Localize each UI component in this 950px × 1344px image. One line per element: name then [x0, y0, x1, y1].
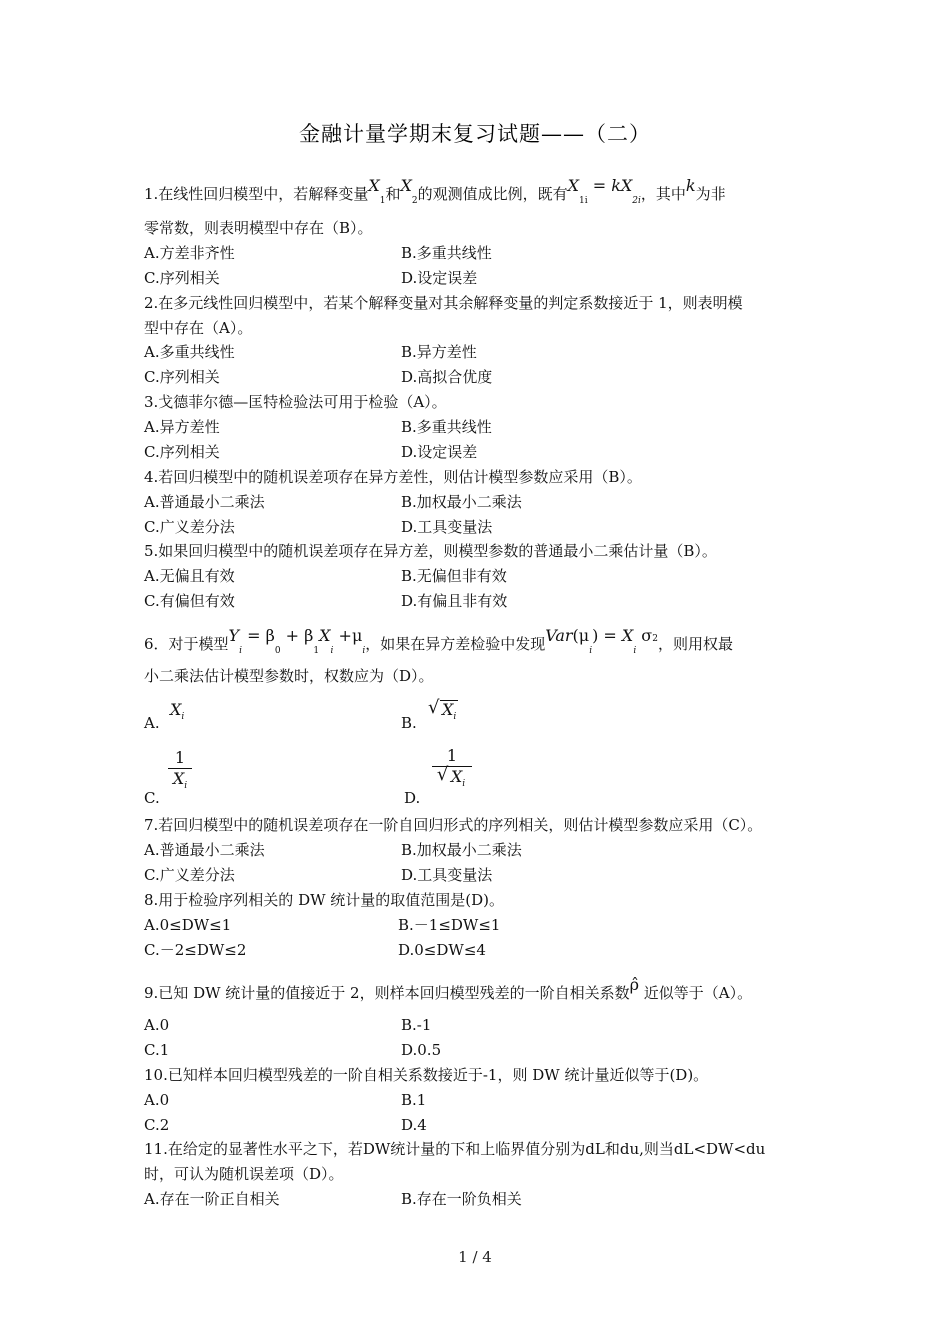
q8-option-c: C.－2≤DW≤2: [144, 941, 247, 959]
q1-option-d: D.设定误差: [401, 269, 478, 287]
q10-option-a: A.0: [144, 1091, 170, 1109]
q7-option-c: C.广义差分法: [144, 866, 235, 884]
question-10-stem: 10.已知样本回归模型残差的一阶自相关系数接近于-1，则 DW 统计量近似等于(D)。: [144, 1066, 709, 1084]
q6-option-c-label: C.: [144, 789, 160, 807]
q9-option-c: C.1: [144, 1041, 170, 1059]
page-number: 1 / 4: [458, 1248, 492, 1266]
q1-option-a: A.方差非齐性: [144, 244, 235, 262]
q8-option-d: D.0≤DW≤4: [398, 941, 486, 959]
rho-hat-symbol: ρ̂: [629, 975, 640, 994]
q5-option-b: B.无偏但非有效: [401, 567, 507, 585]
q3-option-d: D.设定误差: [401, 443, 478, 461]
q9-option-a: A.0: [144, 1016, 170, 1034]
q2-option-d: D.高拟合优度: [401, 368, 493, 386]
question-2-stem-cont: 型中存在（A）。: [144, 319, 253, 337]
q10-option-d: D.4: [401, 1116, 427, 1134]
q9-text-b: 近似等于（A）。: [643, 984, 753, 1002]
q8-option-b: B.－1≤DW≤1: [398, 916, 501, 934]
q5-option-d: D.有偏且非有效: [401, 592, 508, 610]
q6-option-d-label: D.: [404, 789, 421, 807]
question-9-stem: [144, 975, 753, 1003]
q1-text-e: 为非: [695, 185, 726, 203]
question-2-stem: 2.在多元线性回归模型中，若某个解释变量对其余解释变量的判定系数接近于 1，则表明模: [144, 294, 743, 312]
q6-option-c-fraction: 1 $X_i$: [168, 748, 192, 792]
q9-text-a: 9.已知 DW 统计量的值接近于 2，则样本回归模型残差的一阶自相关系数: [144, 984, 630, 1002]
q6-text-b: ，如果在异方差检验中发现: [365, 635, 546, 653]
q6-option-a-label: A.: [144, 714, 160, 732]
question-11-stem: 11.在给定的显著性水平之下，若DW统计量的下和上临界值分别为dL和du,则当dL<DW<du: [144, 1140, 766, 1158]
question-11-stem-cont: 时，可认为随机误差项（D）。: [144, 1165, 344, 1183]
question-5-stem: 5.如果回归模型中的随机误差项存在异方差，则模型参数的普通最小二乘估计量（B）。: [144, 542, 717, 560]
question-6-stem: 6．对于模型$Y_i = \beta_0 + \beta_1X_i +\mu_i$，如果在异方差检验中发现$Var(\mu_i) = X_i$ $\sigma^2$，则用权最: [144, 626, 733, 656]
q1-text-b: 和: [385, 185, 401, 203]
q7-option-b: B.加权最小二乘法: [401, 841, 522, 859]
q11-option-b: B.存在一阶负相关: [401, 1190, 522, 1208]
q6-option-b-expr: √ $X_i$: [428, 697, 457, 722]
question-1-stem-cont: 零常数，则表明模型中存在（B）。: [144, 219, 373, 237]
question-3-stem: 3.戈德菲尔德—匡特检验法可用于检验（A）。: [144, 393, 447, 411]
q2-option-a: A.多重共线性: [144, 343, 235, 361]
q1-option-b: B.多重共线性: [401, 244, 492, 262]
radical-icon: √: [428, 697, 440, 718]
q9-option-b: B.-1: [401, 1016, 432, 1034]
q7-option-a: A.普通最小二乘法: [144, 841, 265, 859]
q4-option-a: A.普通最小二乘法: [144, 493, 265, 511]
question-4-stem: 4.若回归模型中的随机误差项存在异方差性，则估计模型参数应采用（B）。: [144, 468, 642, 486]
q2-option-c: C.序列相关: [144, 368, 220, 386]
q8-option-a: A.0≤DW≤1: [144, 916, 232, 934]
q3-option-b: B.多重共线性: [401, 418, 492, 436]
radical-icon: √: [436, 764, 449, 785]
question-8-stem: 8.用于检验序列相关的 DW 统计量的取值范围是(D)。: [144, 891, 505, 909]
q2-option-b: B.异方差性: [401, 343, 477, 361]
q3-option-a: A.异方差性: [144, 418, 220, 436]
page-title: 金融计量学期末复习试题——（二）: [299, 122, 651, 146]
q10-option-c: C.2: [144, 1116, 170, 1134]
q1-text-d: ，其中: [640, 185, 686, 203]
q6-option-a-expr: $X_i$: [170, 700, 185, 722]
q5-option-a: A.无偏且有效: [144, 567, 235, 585]
var-x: X: [368, 176, 380, 195]
q9-option-d: D.0.5: [401, 1041, 442, 1059]
q11-option-a: A.存在一阶正自相关: [144, 1190, 280, 1208]
q1-text-c: 的观测值成比例，既有: [417, 185, 568, 203]
q10-option-b: B.1: [401, 1091, 427, 1109]
q4-option-c: C.广义差分法: [144, 518, 235, 536]
q3-option-c: C.序列相关: [144, 443, 220, 461]
q4-option-d: D.工具变量法: [401, 518, 493, 536]
question-7-stem: 7.若回归模型中的随机误差项存在一阶自回归形式的序列相关，则估计模型参数应采用（C）。: [144, 816, 763, 834]
q6-text-c: ，则用权最: [657, 635, 733, 653]
q5-option-c: C.有偏但有效: [144, 592, 235, 610]
q6-option-d-fraction: 1 √ $X_i$: [432, 746, 472, 790]
question-6-stem-cont: 小二乘法估计模型参数时，权数应为（D）。: [144, 667, 434, 685]
question-1-stem: 1.在线性回归模型中，若解释变量$X_1$和$X_2$的观测值成比例，既有$X_{1i} = kX_{2i}$，其中k为非: [144, 176, 726, 206]
q7-option-d: D.工具变量法: [401, 866, 493, 884]
q1-text-a: 1.在线性回归模型中，若解释变量: [144, 185, 369, 203]
q1-option-c: C.序列相关: [144, 269, 220, 287]
q6-option-b-label: B.: [401, 714, 417, 732]
q4-option-b: B.加权最小二乘法: [401, 493, 522, 511]
q6-text-a: 6．对于模型: [144, 635, 229, 653]
